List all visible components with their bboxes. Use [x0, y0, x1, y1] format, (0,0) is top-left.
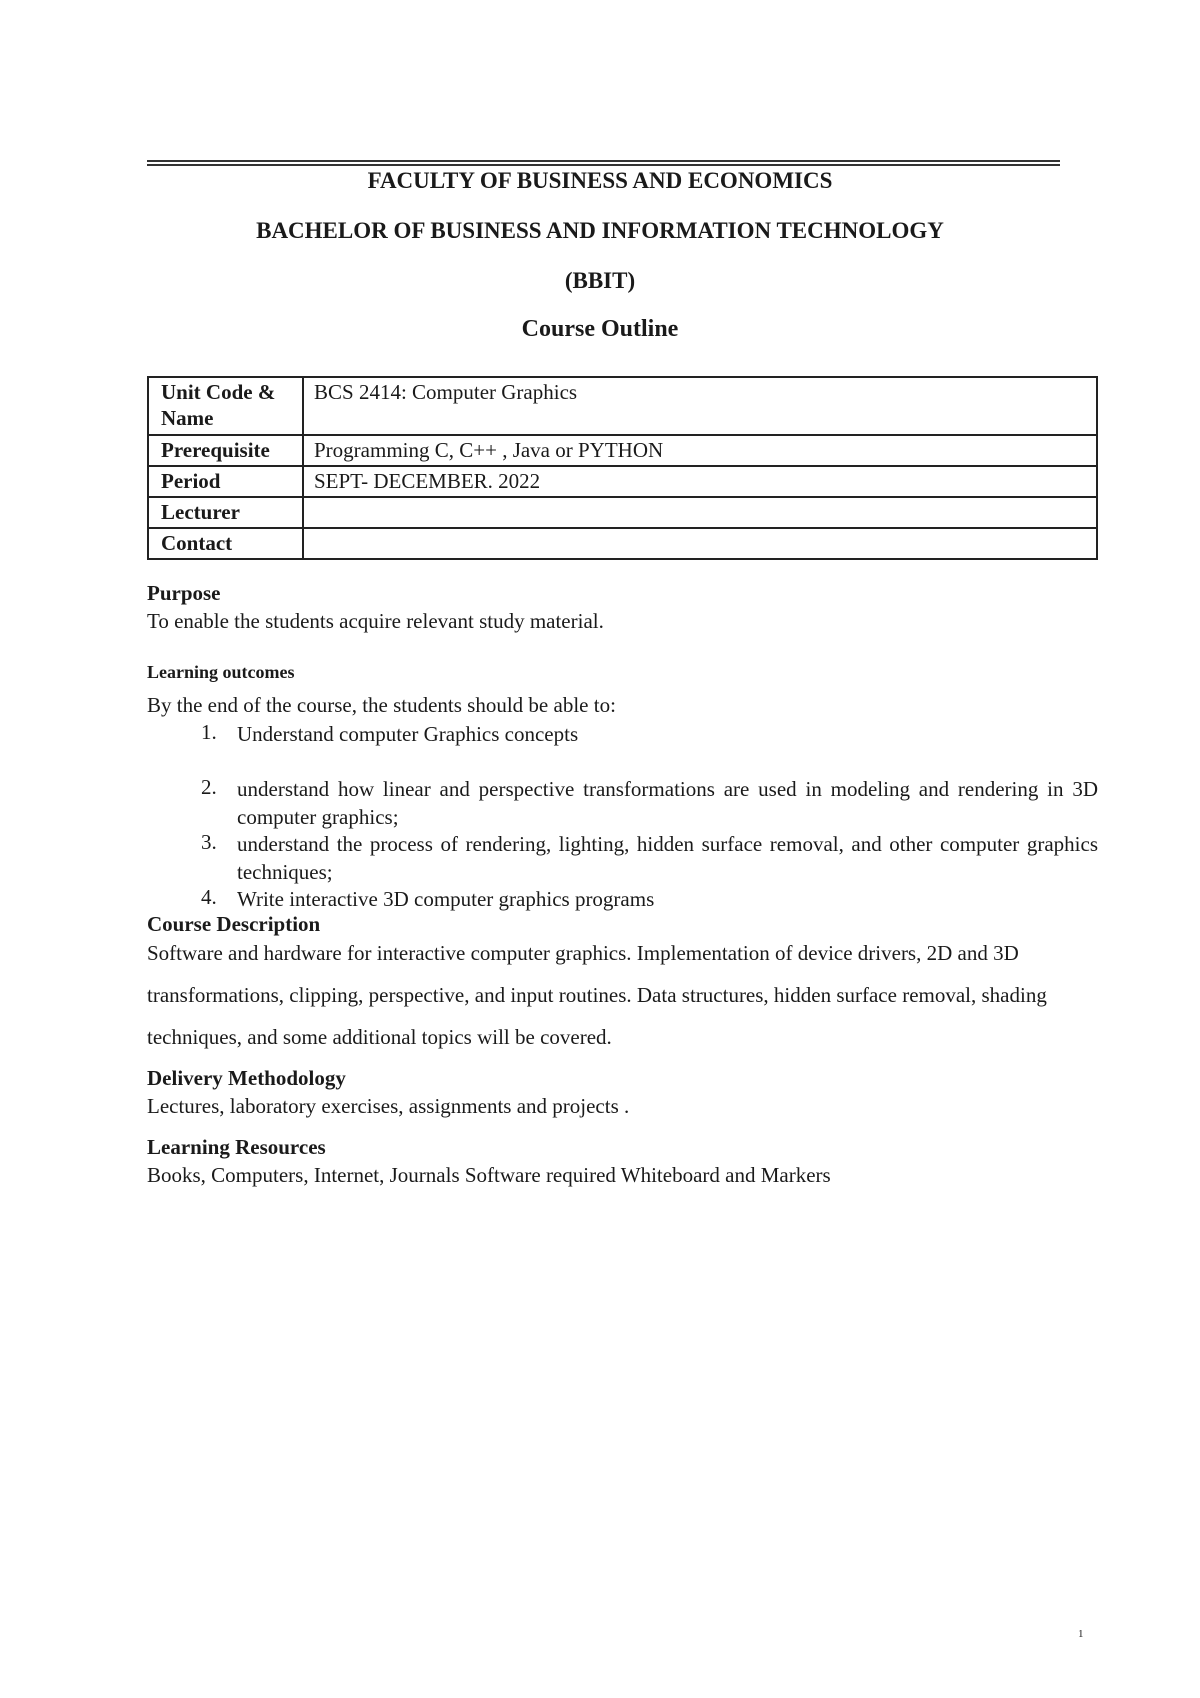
table-row [148, 528, 1097, 559]
list-number: 2. [201, 775, 217, 799]
purpose-text: To enable the students acquire relevant study material. [147, 609, 604, 633]
list-text: Write interactive 3D computer graphics programs [237, 887, 655, 911]
info-value: SEPT- DECEMBER. 2022 [303, 466, 1097, 497]
resources-text: Books, Computers, Internet, Journals Software required Whiteboard and Markers [147, 1163, 831, 1187]
info-value [303, 528, 1097, 559]
info-value: BCS 2414: Computer Graphics [303, 377, 1097, 435]
faculty-heading: FACULTY OF BUSINESS AND ECONOMICS [367, 168, 833, 193]
programme-abbr: (BBIT) [564, 268, 636, 293]
purpose-title: Purpose [147, 581, 221, 605]
header-rule [147, 160, 1060, 166]
list-text: understand the process of rendering, lighting, hidden surface removal, and other computer graphics techniques; [237, 832, 1098, 884]
info-key: Unit Code & Name [148, 377, 303, 435]
list-number: 1. [201, 720, 217, 744]
table-row [148, 497, 1097, 528]
info-key: Lecturer [148, 497, 303, 528]
document-title: Course Outline [521, 316, 679, 342]
list-number: 4. [201, 885, 217, 909]
course-description-text: Software and hardware for interactive computer graphics. Implementation of device drivers, 2D and 3D transformations, clipping, perspective, and input routines. Data structures, hidden surface removal, shading techniques, and some additional topics will be covered. [147, 941, 1047, 1049]
table-row [148, 377, 1097, 435]
list-number: 3. [201, 830, 217, 854]
list-text: Understand computer Graphics concepts [237, 722, 579, 746]
table-row [148, 435, 1097, 466]
list-text: understand how linear and perspective transformations are used in modeling and rendering in 3D computer graphics; [237, 777, 1098, 829]
info-value: Programming C, C++ , Java or PYTHON [303, 435, 1097, 466]
course-info-table [147, 376, 1098, 560]
delivery-text: Lectures, laboratory exercises, assignments and projects . [147, 1094, 630, 1118]
programme-heading: BACHELOR OF BUSINESS AND INFORMATION TECHNOLOGY [256, 218, 944, 243]
info-value [303, 497, 1097, 528]
info-key: Contact [148, 528, 303, 559]
delivery-title: Delivery Methodology [147, 1066, 346, 1090]
resources-title: Learning Resources [147, 1135, 326, 1159]
course-description-title: Course Description [147, 912, 321, 936]
info-key: Prerequisite [148, 435, 303, 466]
table-row [148, 466, 1097, 497]
learning-outcomes-title: Learning outcomes [147, 662, 295, 682]
learning-outcomes-intro: By the end of the course, the students should be able to: [147, 693, 616, 717]
page-number: 1 [1078, 1628, 1084, 1640]
info-key: Period [148, 466, 303, 497]
